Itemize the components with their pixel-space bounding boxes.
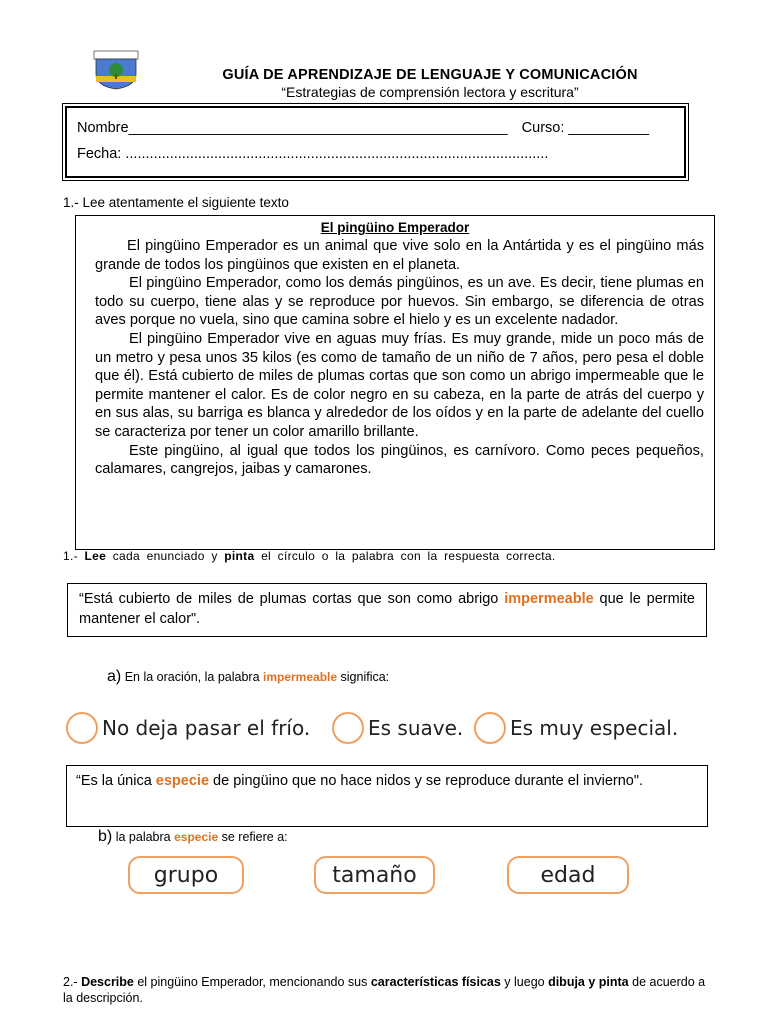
instruction-number: 1.- <box>63 549 85 563</box>
name-row <box>77 120 649 136</box>
instruction-emphasis: características físicas <box>370 975 501 989</box>
highlight-word: especie <box>155 773 210 789</box>
option-label: Es muy especial. <box>510 716 679 740</box>
instruction-text: el pingüino Emperador, mencionando sus <box>133 975 371 989</box>
date-label: Fecha: <box>77 146 122 162</box>
instruction-read <box>63 195 289 210</box>
quote-box-especie <box>66 765 708 827</box>
reading-title: El pingüino Emperador <box>320 220 470 235</box>
instruction-number: 2.- <box>63 975 82 989</box>
highlight-word: impermeable <box>504 591 594 607</box>
reading-passage <box>75 215 715 550</box>
instruction-verb-pinta: pinta <box>224 549 255 563</box>
question-text: se refiere a: <box>218 830 288 844</box>
highlight-word: especie <box>174 830 219 844</box>
date-row <box>77 146 548 162</box>
school-crest-icon <box>93 50 139 90</box>
date-field[interactable]: ......................................................................................................... <box>125 146 549 162</box>
course-label: Curso: <box>521 120 565 136</box>
school-logo <box>93 50 139 90</box>
option-a-3[interactable] <box>474 712 678 744</box>
instruction-text: cada enunciado y <box>106 549 225 563</box>
instruction-describe <box>63 974 713 1006</box>
instruction-text: atentamente el siguiente texto <box>105 195 289 210</box>
quote-text: de pingüino que no hace nidos y se reproduce durante el invierno". <box>209 773 644 789</box>
reading-body <box>95 237 704 479</box>
instruction-verb: Describe <box>81 975 134 989</box>
quote-box-impermeable <box>67 583 707 637</box>
quote-text: “Está cubierto de miles de plumas cortas que son como abrigo <box>79 591 505 607</box>
option-label: Es suave. <box>368 716 464 740</box>
option-a-2[interactable] <box>332 712 463 744</box>
option-b-tamano[interactable]: tamaño <box>314 856 435 894</box>
quote-text: que le permite mantener el calor". <box>79 591 695 627</box>
question-text: En la oración, la palabra <box>121 670 263 684</box>
instruction-text: de acuerdo a la descripción. <box>63 975 706 1005</box>
instruction-emphasis: dibuja y pinta <box>548 975 629 989</box>
instruction-text: y luego <box>500 975 549 989</box>
reading-paragraph: El pingüino Emperador vive en aguas muy frías. Es muy grande, mide un poco más de un metro y pesa unos 35 kilos (es como de tamaño de un niño de 7 años, pero pesa el doble que él). Está cubierto de miles de plumas cortas que son como un abrigo impermeable que le permite mantener el calor. Es de color negro en su cabeza, en la parte de atrás del cuerpo y en sus alas, su barriga es blanca y alrededor de los oídos y en la parte de adelante del cuello se caracteriza por tener un color amarillo brillante. <box>95 330 704 440</box>
question-b <box>98 828 288 846</box>
option-b-edad[interactable]: edad <box>507 856 629 894</box>
instruction-answer <box>63 549 556 563</box>
reading-paragraph: El pingüino Emperador, como los demás pingüinos, es un ave. Es decir, tiene plumas en todo su cuerpo, tiene alas y se reproduce por huevos. Sin embargo, se diferencia de otras aves porque no vuela, sino que camina sobre el hielo y es un excelente nadador. <box>95 275 704 329</box>
question-a <box>107 668 389 686</box>
question-letter: b) <box>98 828 113 845</box>
option-a-1[interactable] <box>66 712 310 744</box>
student-info-box <box>65 106 686 178</box>
answer-circle[interactable] <box>474 712 506 744</box>
instruction-verb: Lee <box>82 195 106 210</box>
question-text: la palabra <box>112 830 175 844</box>
question-letter: a) <box>107 668 122 685</box>
option-label: No deja pasar el frío. <box>102 716 311 740</box>
option-b-grupo[interactable]: grupo <box>128 856 244 894</box>
name-field[interactable]: _______________________________________________ <box>128 120 508 136</box>
question-text: significa: <box>337 670 390 684</box>
page-title: GUÍA DE APRENDIZAJE DE LENGUAJE Y COMUNICACIÓN <box>222 67 638 83</box>
course-field[interactable]: __________ <box>568 120 650 136</box>
answer-circle[interactable] <box>332 712 364 744</box>
instruction-number: 1.- <box>63 195 83 210</box>
instruction-text: el círculo o la palabra con la respuesta correcta. <box>254 549 556 563</box>
page-subtitle: “Estrategias de comprensión lectora y escritura” <box>281 84 579 100</box>
highlight-word: impermeable <box>263 670 338 684</box>
name-label: Nombre <box>77 120 129 136</box>
reading-paragraph: El pingüino Emperador es un animal que vive solo en la Antártida y es el pingüino más grande de todos los pingüinos que existen en el planeta. <box>95 238 704 273</box>
quote-text: “Es la única <box>76 773 156 789</box>
answer-circle[interactable] <box>66 712 98 744</box>
instruction-verb-lee: Lee <box>84 549 107 563</box>
reading-paragraph: Este pingüino, al igual que todos los pingüinos, es carnívoro. Como peces pequeños, calamares, cangrejos, jaibas y camarones. <box>95 442 704 478</box>
